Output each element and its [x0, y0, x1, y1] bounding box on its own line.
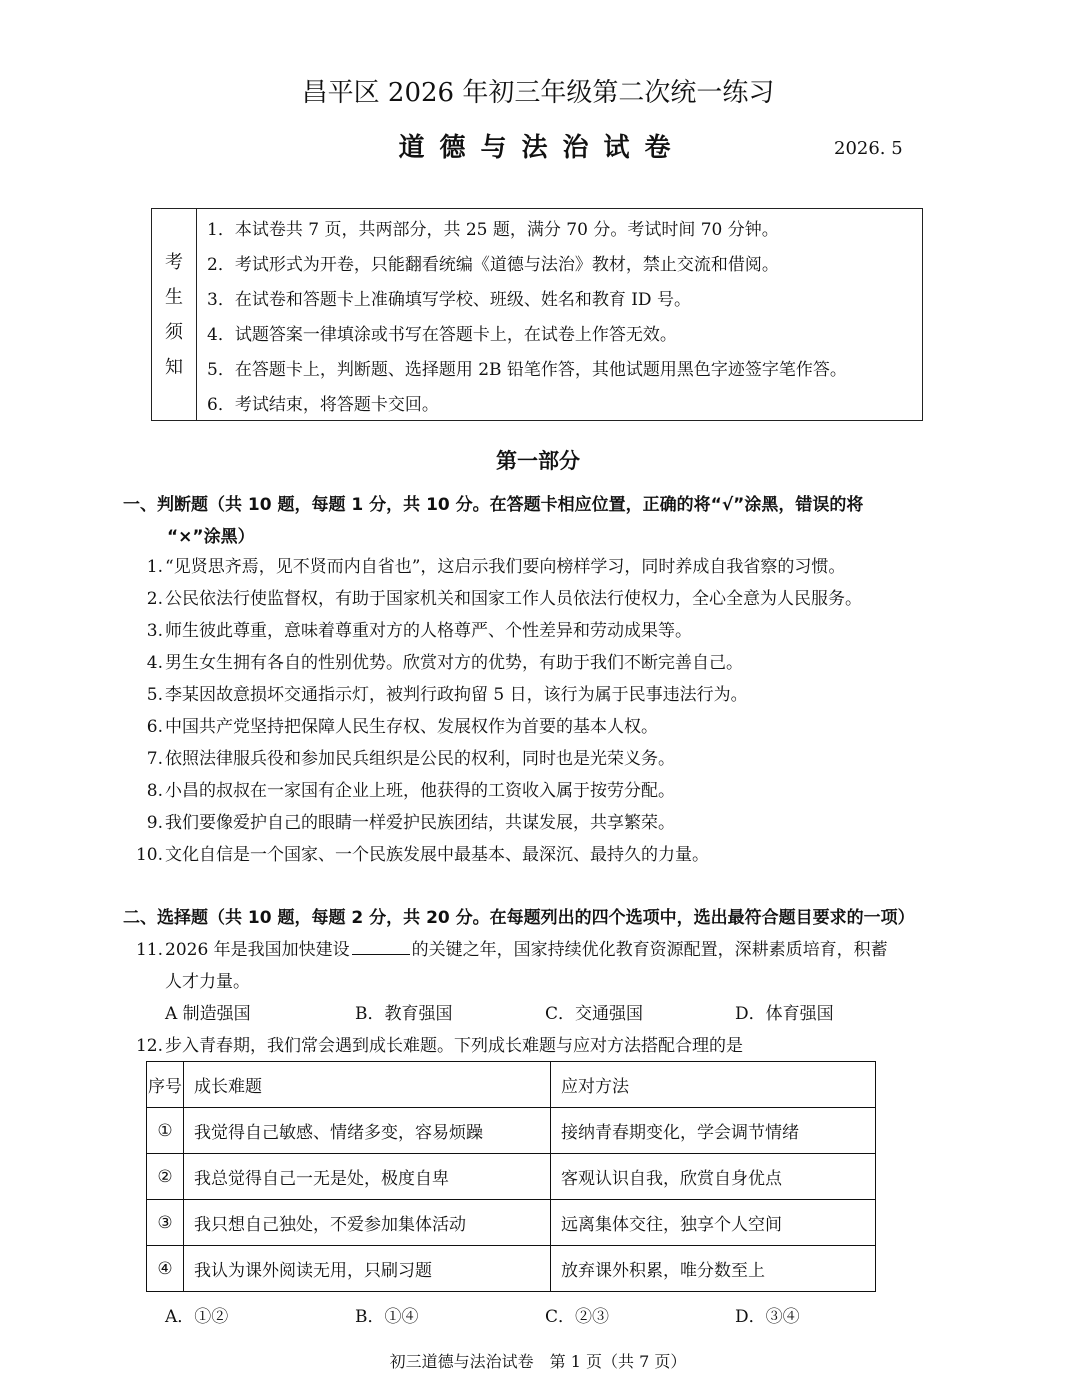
judgment-question: [123, 551, 963, 583]
option-c: C．②③: [545, 1307, 610, 1327]
question-text: 男生女生拥有各自的性别优势。欣赏对方的优势，有助于我们不断完善自己。: [165, 653, 743, 673]
question-options: [123, 998, 963, 1030]
table-header-row: [147, 1062, 876, 1108]
notice-label: [152, 209, 197, 420]
question-text: 步入青春期，我们常会遇到成长难题。下列成长难题与应对方法搭配合理的是: [165, 1036, 743, 1056]
option-a: A 制造强国: [165, 1004, 251, 1024]
notice-item: 4．试题答案一律填涂或书写在答题卡上，在试卷上作答无效。: [207, 325, 677, 345]
question-number: 5.: [146, 685, 163, 705]
notice-item: 2．考试形式为开卷，只能翻看统编《道德与法治》教材，禁止交流和借阅。: [207, 255, 779, 275]
question-text: 公民依法行使监督权，有助于国家机关和国家工作人员依法行使权力，全心全意为人民服务。: [165, 589, 862, 609]
question-number: 9.: [146, 813, 163, 833]
table-row: [147, 1246, 876, 1292]
judgment-question: [123, 775, 963, 807]
question-text: 依照法律服兵役和参加民兵组织是公民的权利，同时也是光荣义务。: [165, 749, 675, 769]
table-cell: 客观认识自我，欣赏自身优点: [551, 1154, 876, 1200]
question-text: 文化自信是一个国家、一个民族发展中最基本、最深沉、最持久的力量。: [165, 845, 709, 865]
question-number: 8.: [146, 781, 163, 801]
option-a: A．①②: [165, 1307, 229, 1327]
option-c: C．交通强国: [545, 1004, 644, 1024]
table-header-cell: 成长难题: [184, 1062, 551, 1108]
table-cell: ②: [147, 1154, 184, 1200]
notice-item: 1．本试卷共 7 页，共两部分，共 25 题，满分 70 分。考试时间 70 分钟。: [207, 220, 779, 240]
question-number: 12.: [135, 1036, 163, 1056]
question-number: 10.: [135, 845, 163, 865]
question-number: 4.: [146, 653, 163, 673]
notice-item: 3．在试卷和答题卡上准确填写学校、班级、姓名和教育 ID 号。: [207, 290, 691, 310]
question-text: 我们要像爱护自己的眼睛一样爱护民族团结，共谋发展，共享繁荣。: [165, 813, 675, 833]
table-cell: 我只想自己独处，不爱参加集体活动: [184, 1200, 551, 1246]
table-cell: ④: [147, 1246, 184, 1292]
growth-problems-table: [146, 1061, 876, 1292]
question-text-part: 2026 年是我国加快建设: [165, 940, 350, 960]
question-text-part: 的关键之年，国家持续优化教育资源配置，深耕素质培育，积蓄: [411, 940, 888, 960]
question-text: 小昌的叔叔在一家国有企业上班，他获得的工资收入属于按劳分配。: [165, 781, 675, 801]
question-number: 6.: [146, 717, 163, 737]
section-judgment-heading: [123, 489, 963, 553]
table-cell: 远离集体交往，独享个人空间: [551, 1200, 876, 1246]
question-text: “见贤思齐焉，见不贤而内自省也”，这启示我们要向榜样学习，同时养成自我省察的习惯。: [165, 557, 846, 577]
table-cell: 接纳青春期变化，学会调节情绪: [551, 1108, 876, 1154]
exam-notice-box: [151, 208, 923, 421]
notice-item: 5．在答题卡上，判断题、选择题用 2B 铅笔作答，其他试题用黑色字迹签字笔作答。: [207, 360, 847, 380]
judgment-question: [123, 615, 963, 647]
judgment-question: [123, 711, 963, 743]
question-11: [123, 934, 963, 1062]
table-cell: 我总觉得自己一无是处，极度自卑: [184, 1154, 551, 1200]
exam-date: 2026. 5: [834, 138, 903, 159]
section-choice-heading: 二、选择题（共 10 题，每题 2 分，共 20 分。在每题列出的四个选项中，选出最符合题目要求的一项）: [123, 908, 915, 928]
question-text: [165, 934, 888, 966]
question-number: 1.: [146, 557, 163, 577]
option-d: D．体育强国: [735, 1004, 834, 1024]
table-row: [147, 1154, 876, 1200]
question-text: 李某因故意损坏交通指示灯，被判行政拘留 5 日，该行为属于民事违法行为。: [165, 685, 748, 705]
question-text: 中国共产党坚持把保障人民生存权、发展权作为首要的基本人权。: [165, 717, 658, 737]
section-judgment-line1: 一、判断题（共 10 题，每题 1 分，共 10 分。在答题卡相应位置，正确的将“√”涂黑，错误的将: [123, 495, 864, 515]
exam-title: 昌平区 2026 年初三年级第二次统一练习: [301, 78, 775, 108]
part-one-title: 第一部分: [496, 449, 580, 473]
option-b: B．①④: [355, 1307, 419, 1327]
question-number: 7.: [146, 749, 163, 769]
page-footer: 初三道德与法治试卷 第 1 页（共 7 页）: [389, 1352, 687, 1371]
judgment-question: [123, 839, 963, 871]
notice-label-char: 须: [165, 321, 183, 343]
table-cell: 我认为课外阅读无用，只刷习题: [184, 1246, 551, 1292]
table-cell: 放弃课外积累，唯分数至上: [551, 1246, 876, 1292]
question-number: 3.: [146, 621, 163, 641]
judgment-question: [123, 583, 963, 615]
judgment-question: [123, 807, 963, 839]
notice-label-char: 生: [165, 286, 183, 308]
exam-subtitle: 道德与法治试卷: [398, 133, 686, 163]
notice-label-char: 考: [165, 251, 183, 273]
option-b: B．教育强国: [355, 1004, 453, 1024]
judgment-question: [123, 647, 963, 679]
table-header-cell: 序号: [147, 1062, 184, 1108]
question-12-options: [165, 1304, 925, 1330]
option-d: D．③④: [735, 1307, 800, 1327]
table-header-cell: 应对方法: [551, 1062, 876, 1108]
table-cell: ①: [147, 1108, 184, 1154]
notice-label-char: 知: [165, 356, 183, 378]
table-row: [147, 1200, 876, 1246]
judgment-question: [123, 743, 963, 775]
judgment-question-list: [123, 551, 963, 871]
table-row: [147, 1108, 876, 1154]
question-number: 11.: [135, 940, 163, 960]
answer-blank: [352, 934, 410, 955]
table-cell: ③: [147, 1200, 184, 1246]
judgment-question: [123, 679, 963, 711]
section-judgment-line2: “×”涂黑）: [167, 527, 255, 547]
notice-items: [207, 215, 916, 425]
question-number: 2.: [146, 589, 163, 609]
question-text-line2: 人才力量。: [165, 972, 250, 992]
question-text: 师生彼此尊重，意味着尊重对方的人格尊严、个性差异和劳动成果等。: [165, 621, 692, 641]
notice-item: 6．考试结束，将答题卡交回。: [207, 395, 439, 415]
table-cell: 我觉得自己敏感、情绪多变，容易烦躁: [184, 1108, 551, 1154]
